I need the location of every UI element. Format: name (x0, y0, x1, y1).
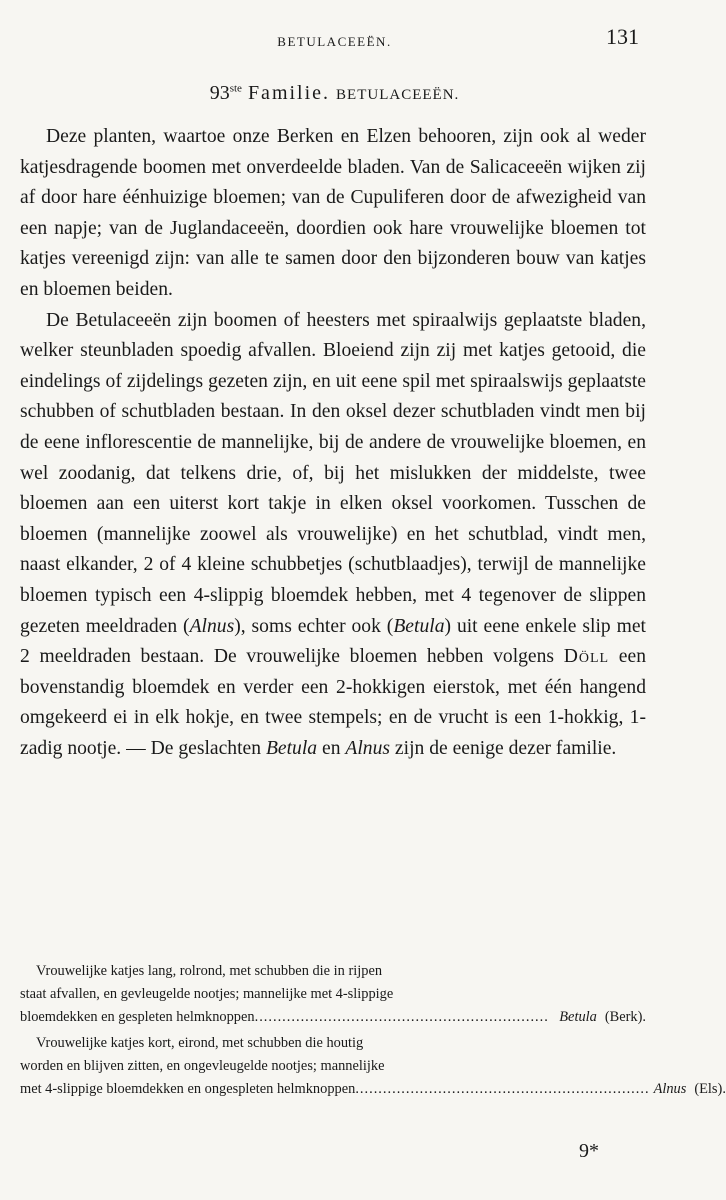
paragraph-intro: Deze planten, waartoe onze Berken en Elzen behooren, zijn ook al weder katjesdragende boomen met onverdeelde bladen. Van de Salicaceeën wijken zij af door hare éénhuizige bloemen; van de Cupuliferen door de afwezigheid van een napje; van de Juglandaceeën, doordien ook hare vrouwelijke bloemen tot katjes vereenigd zijn: van alle te samen door den bijzonderen bouw van katjes en bloemen beiden. (20, 126, 646, 300)
genus-name: Betula (559, 1009, 597, 1026)
signature-mark: 9* (579, 1140, 599, 1162)
family-word: Familie. (247, 82, 331, 104)
genus-name: Alnus (653, 1081, 687, 1098)
key-entry-alnus: Vrouwelijke katjes kort, eirond, met schubben die houtig worden en blijven zitten, en ongevleugelde nootjes; mannelijke met 4-slippige bloemdekken en ongespleten helmknoppen ................................................................ Alnus (Els). (20, 1032, 646, 1102)
family-number: 93ste (209, 82, 242, 104)
common-name: (Els). (694, 1081, 726, 1098)
family-name: BETULACEEËN. (336, 87, 460, 103)
leader-dots: ................................................................ (355, 1081, 650, 1098)
page-number: 131 (606, 24, 639, 49)
running-title: BETULACEEËN. (277, 34, 392, 49)
common-name: (Berk). (604, 1009, 646, 1026)
identification-key (20, 960, 726, 1103)
author-name: Döll (563, 646, 610, 668)
paragraph-description: De Betulaceeën zijn boomen of heesters met spiraalwijs geplaatste bladen, welker steunbladen spoedig afvallen. Bloeiend zijn zij met katjes getooid, die eindelings of zijdelings gezeten zijn, en uit eene spil met spiraalswijs geplaatste schubben of schutbladen bestaan. In den oksel dezer schutbladen vindt men bij de eene inflorescentie de mannelijke, bij de andere de vrouwelijke bloemen, en wel zoodanig, dat telkens drie, of, bij het mislukken der middelste, twee bloemen aan een uiterst kort takje in elken oksel voorkomen. Tusschen de bloemen (mannelijke zoowel als vrouwelijke) en het schutblad, vindt men, naast elkander, 2 of 4 kleine schubbetjes (schutblaadjes), terwijl de mannelijke bloemen typisch een 4-slippig bloemdek hebben, met 4 tegenover de slippen gezeten meeldraden (Alnus), soms echter ook (Betula) uit eene enkele slip met 2 meeldraden bestaan. De vrouwelijke bloemen hebben volgens Döll een bovenstandig bloemdek en verder een 2-hokkigen eierstok, met één hangend omgekeerd ei in elk hokje, en twee stempels; en de vrucht is een 1-hokkig, 1-zadig nootje. — De geslachten Betula en Alnus zijn de eenige dezer familie. (20, 309, 646, 759)
body-text (20, 122, 646, 764)
family-heading (0, 82, 669, 105)
leader-dots: ................................................................ (254, 1009, 549, 1026)
key-entry-betula: Vrouwelijke katjes lang, rolrond, met schubben die in rijpen staat afvallen, en gevleugelde nootjes; mannelijke met 4-slippige bloemdekken en gespleten helmknoppen ................................................................ Betula (Berk). (20, 960, 646, 1030)
